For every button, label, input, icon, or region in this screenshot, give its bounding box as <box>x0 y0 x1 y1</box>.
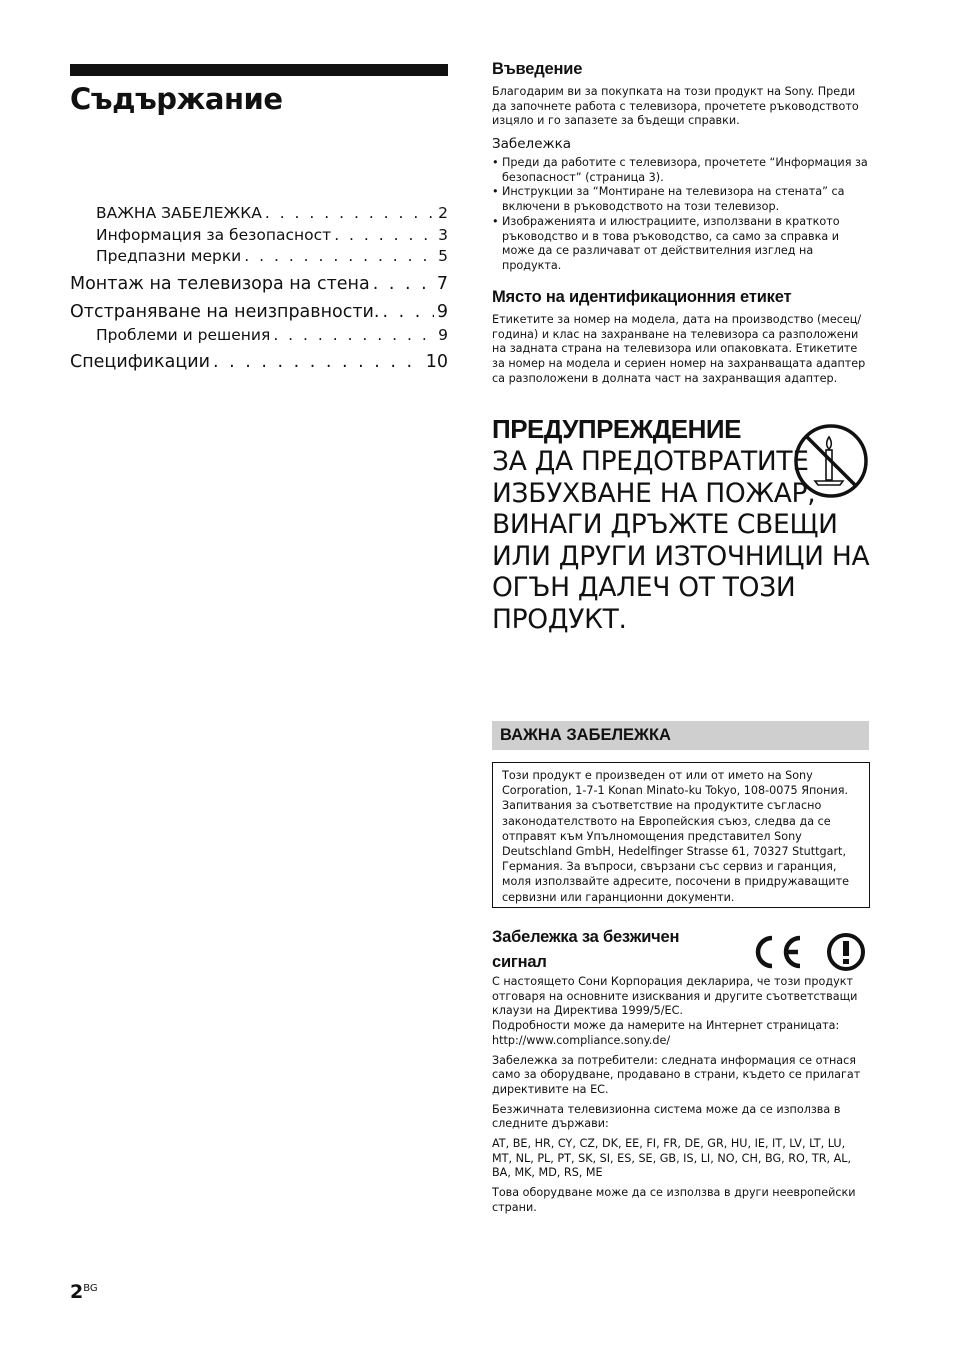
compliance-link[interactable]: http://www.compliance.sony.de/ <box>492 1033 671 1047</box>
label-location-text: Етикетите за номер на модела, дата на производство (месец/година) и клас на захранване на телевизора са разположени на задната страна на телевизора или опаковката. Етикетите за номер на модела и сериен номер на захранващата адаптер са разположени в долната част на захранващия адаптер. <box>492 313 866 385</box>
toc-entry[interactable] <box>70 302 448 322</box>
toc-entry-page: 9 <box>436 302 448 322</box>
toc-leader <box>383 302 434 322</box>
wireless-heading-line: Забележка за безжичен <box>492 928 680 946</box>
wireless-user-note: Забележка за потребители: следната информация се отнася само за оборудване, продавано в страни, където се прилагат директивите на ЕС. <box>492 1053 861 1096</box>
ce-mark-icon <box>748 933 804 971</box>
toc-leader <box>213 352 423 372</box>
toc-leader <box>373 274 434 294</box>
toc-entry-page: 10 <box>425 352 448 372</box>
toc-entry[interactable] <box>96 204 448 222</box>
warning-text: ЗА ДА ПРЕДОТВРАТИТЕ ИЗБУХВАНЕ НА ПОЖАР, ВИНАГИ ДРЪЖТЕ СВЕЩИ ИЛИ ДРУГИ ИЗТОЧНИЦИ НА ОГЪН ДАЛЕЧ ОТ ТОЗИ ПРОДУКТ. <box>492 446 870 635</box>
wireless-text <box>492 975 868 1216</box>
toc-entry-label: Предпазни мерки <box>96 247 242 265</box>
notice-box <box>492 762 870 908</box>
page-lang: BG <box>83 1283 98 1294</box>
toc-entry-label: Отстраняване на неизправности. <box>70 302 380 322</box>
alert-circle-icon <box>826 932 866 972</box>
toc-entry[interactable] <box>96 326 448 344</box>
toc-leader <box>265 204 435 222</box>
toc-leader <box>244 247 435 265</box>
notice-heading: ВАЖНА ЗАБЕЛЕЖКА <box>500 726 671 744</box>
page-number <box>70 1281 98 1303</box>
wireless-countries-intro: Безжичната телевизионна система може да се използва в следните държави: <box>492 1102 841 1131</box>
toc-entry-page: 2 <box>438 204 448 222</box>
list-item: • Инструкции за “Монтиране на телевизора на стената” са включени в ръководството на този телевизор. <box>492 185 868 214</box>
label-location-heading: Място на идентификационния етикет <box>492 288 792 306</box>
list-item: • Преди да работите с телевизора, прочетете “Информация за безопасност” (страница 3). <box>492 156 868 185</box>
toc-entry-label: ВАЖНА ЗАБЕЛЕЖКА <box>96 204 262 222</box>
list-item: • Изображенията и илюстрациите, използвани в краткото ръководство и в това ръководство, са само за справка и може да се различават от действителния изглед на продукта. <box>492 215 868 274</box>
toc-entry[interactable] <box>70 352 448 372</box>
wireless-heading-line: сигнал <box>492 953 547 971</box>
wireless-declaration: С настоящето Сони Корпорация декларира, че този продукт отговаря на основните изисквания и другите съответстващи клаузи на Директива 1999/5/ЕС. <box>492 975 858 1018</box>
toc-leader <box>334 226 435 244</box>
notice-header-bar <box>492 721 869 750</box>
toc-entry-page: 3 <box>438 226 448 244</box>
toc-entry-page: 9 <box>438 326 448 344</box>
toc-entry-label: Монтаж на телевизора на стена <box>70 274 370 294</box>
toc-title: Съдържание <box>70 82 283 116</box>
toc-entry[interactable] <box>96 226 448 244</box>
warning-title: ПРЕДУПРЕЖДЕНИЕ <box>492 414 741 444</box>
wireless-other-countries: Това оборудване може да се използва в други неевропейски страни. <box>492 1186 856 1214</box>
toc-entry[interactable] <box>96 247 448 265</box>
note-list <box>492 156 868 274</box>
wireless-heading <box>492 925 732 975</box>
toc-entry[interactable] <box>70 274 448 294</box>
toc-entry-label: Проблеми и решения <box>96 326 271 344</box>
toc-leader <box>273 326 435 344</box>
wireless-countries: AT, BE, HR, CY, CZ, DK, EE, FI, FR, DE, GR, HU, IE, IT, LV, LT, LU, MT, NL, PL, PT, SK, SI, ES, SE, GB, IS, LI, NO, CH, BG, RO, TR, AL, BA, MK, MD, RS, ME <box>492 1137 852 1180</box>
title-rule <box>70 64 448 76</box>
intro-heading: Въведение <box>492 60 583 78</box>
toc-entry-page: 5 <box>438 247 448 265</box>
toc-entry-page: 7 <box>436 274 448 294</box>
toc-entry-label: Спецификации <box>70 352 210 372</box>
wireless-details: Подробности може да намерите на Интернет страницата: <box>492 1019 840 1033</box>
note-heading: Забележка <box>492 136 572 152</box>
intro-text: Благодарим ви за покупката на този продукт на Sony. Преди да започнете работа с телевизора, прочетете ръководството изцяло и го запазете за бъдещи справки. <box>492 85 859 128</box>
toc-entry-label: Информация за безопасност <box>96 226 332 244</box>
notice-text: Този продукт е произведен от или от името на Sony Corporation, 1-7-1 Konan Minato-ku Tokyo, 108-0075 Япония. Запитвания за съответствие на продуктите съгласно законодателството на Европейския съюз, следва да се отправят към Упълномощения представител Sony Deutschland GmbH, Hedelfinger Strasse 61, 70327 Stuttgart, Германия. За въпроси, свързани със сервиз и гаранция, моля използвайте адресите, посочени в придружаващите сервизни или гаранционни документи. <box>502 769 850 904</box>
no-candle-icon <box>793 423 869 499</box>
page-number-value: 2 <box>70 1281 84 1303</box>
